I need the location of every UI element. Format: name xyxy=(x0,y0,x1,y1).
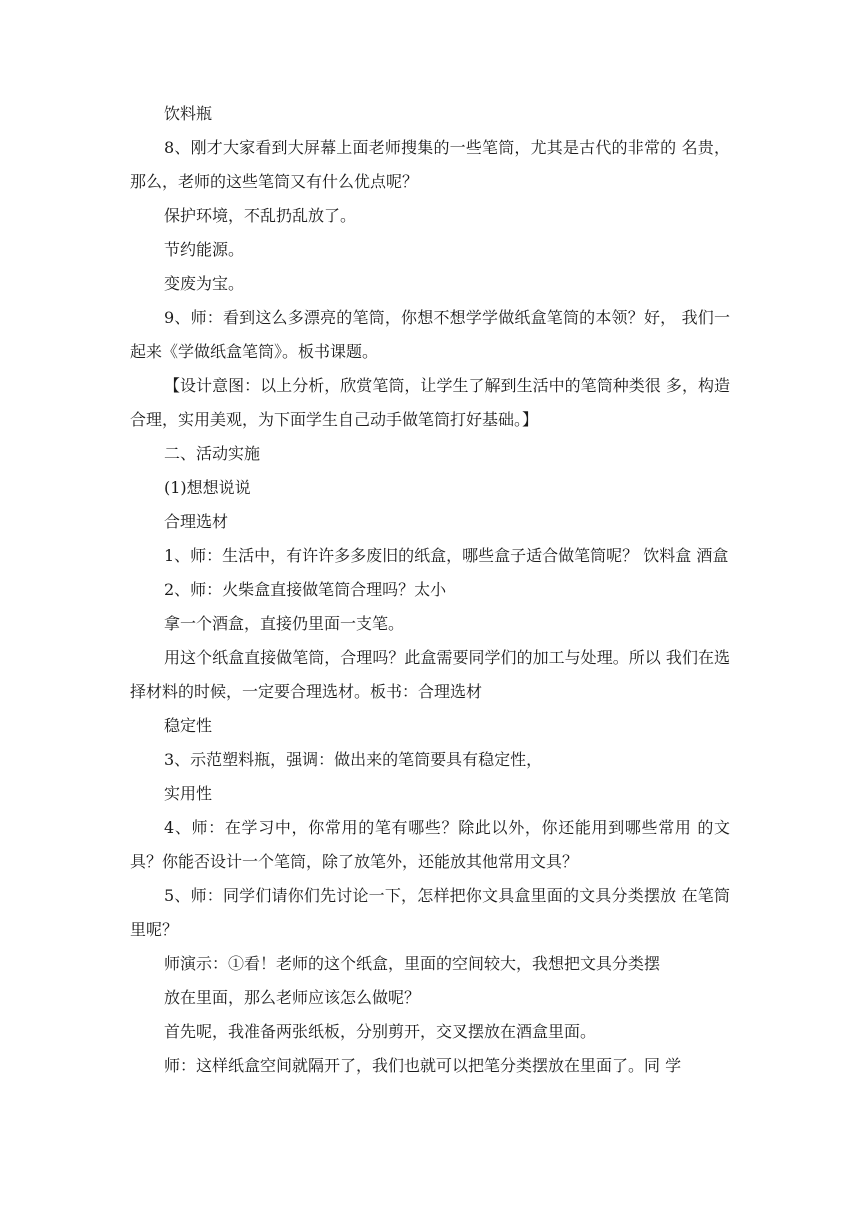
paragraph: 8、刚才大家看到大屏幕上面老师搜集的一些笔筒，尤其是古代的非常的 名贵，那么，老师的这些笔筒又有什么优点呢？ xyxy=(130,138,730,191)
topic-label: 实用性 xyxy=(164,784,213,803)
paragraph: 9、师：看到这么多漂亮的笔筒，你想不想学学做纸盒笔筒的本领？好， 我们一起来《学做纸盒笔筒》。板书课题。 xyxy=(130,308,730,361)
topic-label: 稳定性 xyxy=(164,716,213,735)
paragraph: 节约能源。 xyxy=(164,240,245,259)
paragraph: 首先呢，我准备两张纸板，分别剪开，交叉摆放在酒盒里面。 xyxy=(164,1022,597,1041)
paragraph: 3、示范塑料瓶，强调：做出来的笔筒要具有稳定性， xyxy=(164,750,543,769)
paragraph: 饮料瓶 xyxy=(164,104,213,123)
paragraph: 师演示：①看！老师的这个纸盒，里面的空间较大，我想把文具分类摆 xyxy=(164,954,661,973)
paragraph: 5、师：同学们请你们先讨论一下，怎样把你文具盒里面的文具分类摆放 在笔筒里呢？ xyxy=(130,886,730,939)
paragraph: 放在里面，那么老师应该怎么做呢？ xyxy=(164,988,421,1007)
subsection-heading: (1)想想说说 xyxy=(164,478,251,497)
paragraph: 2、师：火柴盒直接做笔筒合理吗？太小 xyxy=(164,580,447,599)
paragraph: 4、师：在学习中，你常用的笔有哪些？除此以外，你还能用到哪些常用 的文具？你能否设计一个笔筒，除了放笔外，还能放其他常用文具？ xyxy=(130,818,730,871)
paragraph: 师：这样纸盒空间就隔开了，我们也就可以把笔分类摆放在里面了。同 学 xyxy=(164,1056,682,1075)
paragraph: 用这个纸盒直接做笔筒，合理吗？此盒需要同学们的加工与处理。所以 我们在选择材料的时候，一定要合理选材。板书：合理选材 xyxy=(130,648,730,701)
section-heading: 二、活动实施 xyxy=(164,444,261,463)
topic-label: 合理选材 xyxy=(164,512,229,531)
paragraph: 变废为宝。 xyxy=(164,274,245,293)
paragraph: 拿一个酒盒，直接仍里面一支笔。 xyxy=(164,614,405,633)
design-intent-note: 【设计意图：以上分析，欣赏笔筒，让学生了解到生活中的笔筒种类很 多，构造合理，实用美观，为下面学生自己动手做笔筒打好基础。】 xyxy=(130,376,730,429)
paragraph: 保护环境，不乱扔乱放了。 xyxy=(164,206,357,225)
paragraph: 1、师：生活中，有许许多多废旧的纸盒，哪些盒子适合做笔筒呢？ 饮料盒 酒盒 xyxy=(164,546,729,565)
document-body xyxy=(130,97,730,1083)
